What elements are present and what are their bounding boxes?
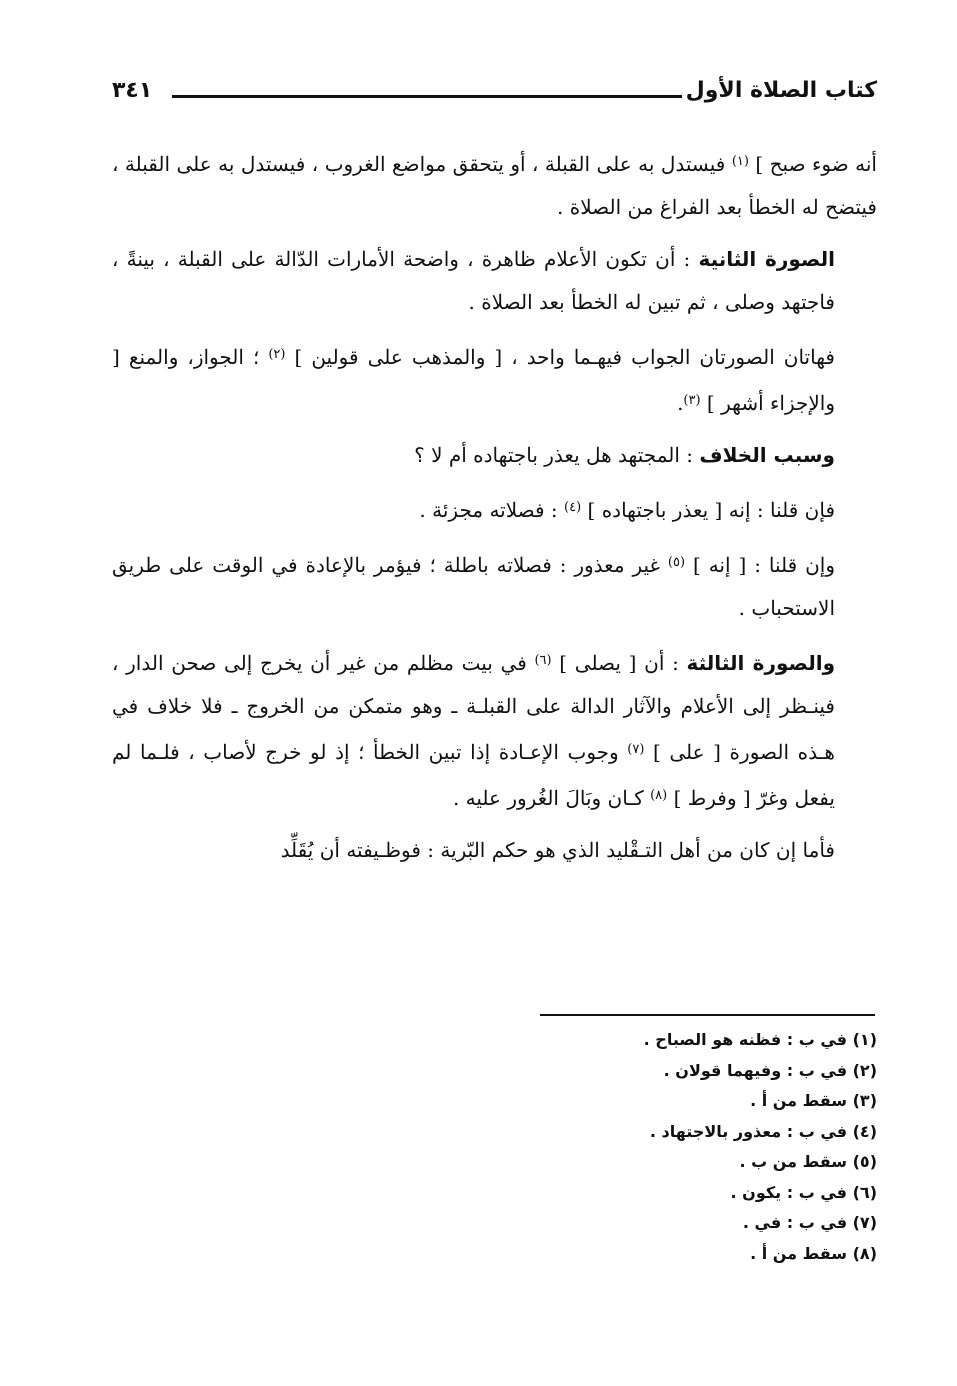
footnote-ref: (٢)	[268, 347, 286, 362]
text-run: فأما إن كان من أهل التـقْليد الذي هو حكم البّرية : فوظـيفته أن يُقَلِّد	[280, 838, 835, 862]
text-run: .	[677, 391, 684, 415]
text-run: أنه ضوء صبح ]	[748, 152, 877, 176]
text-run: : المجتهد هل يعذر باجتهاده أم لا ؟	[414, 443, 700, 467]
paragraph-2	[112, 238, 877, 324]
text-run: فإن قلنا : إنه [ يعذر باجتهاده ]	[581, 498, 835, 522]
footnote-2: (٢) في ب : وفيهما قولان .	[663, 1060, 877, 1080]
text-run: وجوب الإعـادة إذا تبين الخطأ ؛ إذ لو خرج لأصاب ، فلـما لم يفعل وغرّ [ وفرط ]	[112, 740, 835, 810]
footnote-rule	[540, 1014, 875, 1016]
text-run: : فصلاته مجزئة .	[419, 498, 565, 522]
footnote-ref: (٧)	[627, 742, 645, 757]
page-number: ٣٤١	[112, 78, 153, 103]
footnote-6: (٦) في ب : يكون .	[730, 1182, 877, 1202]
footnote-1: (١) في ب : فظنه هو الصباح .	[643, 1030, 877, 1049]
paragraph-1	[112, 140, 877, 229]
text-run: كـان وبَالَ الغُرور عليه .	[452, 786, 651, 810]
paragraph-4	[112, 434, 877, 477]
section-label: الصورة الثانية	[698, 247, 835, 271]
running-title: كتاب الصلاة الأول	[685, 78, 877, 103]
section-label: والصورة الثالثة	[686, 651, 835, 675]
main-text	[112, 140, 877, 881]
footnote-5: (٥) سقط من ب .	[739, 1152, 877, 1171]
paragraph-5	[112, 486, 877, 532]
paragraph-8	[112, 829, 877, 872]
paragraph-3	[112, 333, 877, 425]
text-run: فهاتان الصورتان الجواب فيهـما واحد ، [ والمذهب على قولين ]	[285, 345, 835, 369]
text-run: : أن تكون الأعلام ظاهرة ، واضحة الأمارات الدّالة على القبلة ، بينةً ، فاجتهد وصلى ، ثم تبين له الخطأ بعد الصلاة .	[112, 247, 835, 314]
footnotes	[477, 1025, 877, 1269]
text-run: وإن قلنا : [ إنه ]	[685, 553, 835, 577]
footnote-4: (٤) في ب : معذور بالاجتهاد .	[649, 1121, 877, 1141]
section-label: وسبب الخلاف	[699, 443, 835, 467]
text-run: ؛ الجواز، والمنع [ والإجزاء أشهر ]	[112, 345, 835, 415]
text-run: فيستدل به على القبلة ، أو يتحقق مواضع الغروب ، فيستدل به على القبلة ، فيتضح له الخطأ بعد الفراغ من الصلاة .	[112, 152, 877, 219]
footnote-8: (٨) سقط من أ .	[750, 1243, 877, 1263]
footnote-7: (٧) في ب : في .	[742, 1213, 877, 1232]
footnote-ref: (٦)	[534, 653, 552, 668]
footnote-ref: (٥)	[667, 555, 686, 570]
paragraph-6	[112, 541, 877, 630]
text-run: غير معذور : فصلاته باطلة ؛ فيؤمر بالإعادة في الوقت على طريق الاستحباب .	[112, 553, 835, 620]
footnote-ref: (٤)	[564, 500, 582, 515]
footnote-ref: (١)	[731, 154, 749, 169]
header-rule	[172, 95, 682, 98]
running-header	[112, 78, 877, 118]
footnote-3: (٣) سقط من أ .	[750, 1091, 877, 1110]
text-run: في بيت مظلم من غير أن يخرج إلى صحن الدار ، فينـظر إلى الأعلام والآثار الدالة على القبلـة ـ وهو متمكن من الخروج ـ فلا خلاف في هـذه الصورة [ على ]	[112, 651, 835, 764]
footnote-ref: (٨)	[650, 788, 668, 803]
footnote-ref: (٣)	[683, 393, 701, 408]
paragraph-7	[112, 639, 877, 820]
text-run: : أن [ يصلى ]	[551, 651, 687, 675]
